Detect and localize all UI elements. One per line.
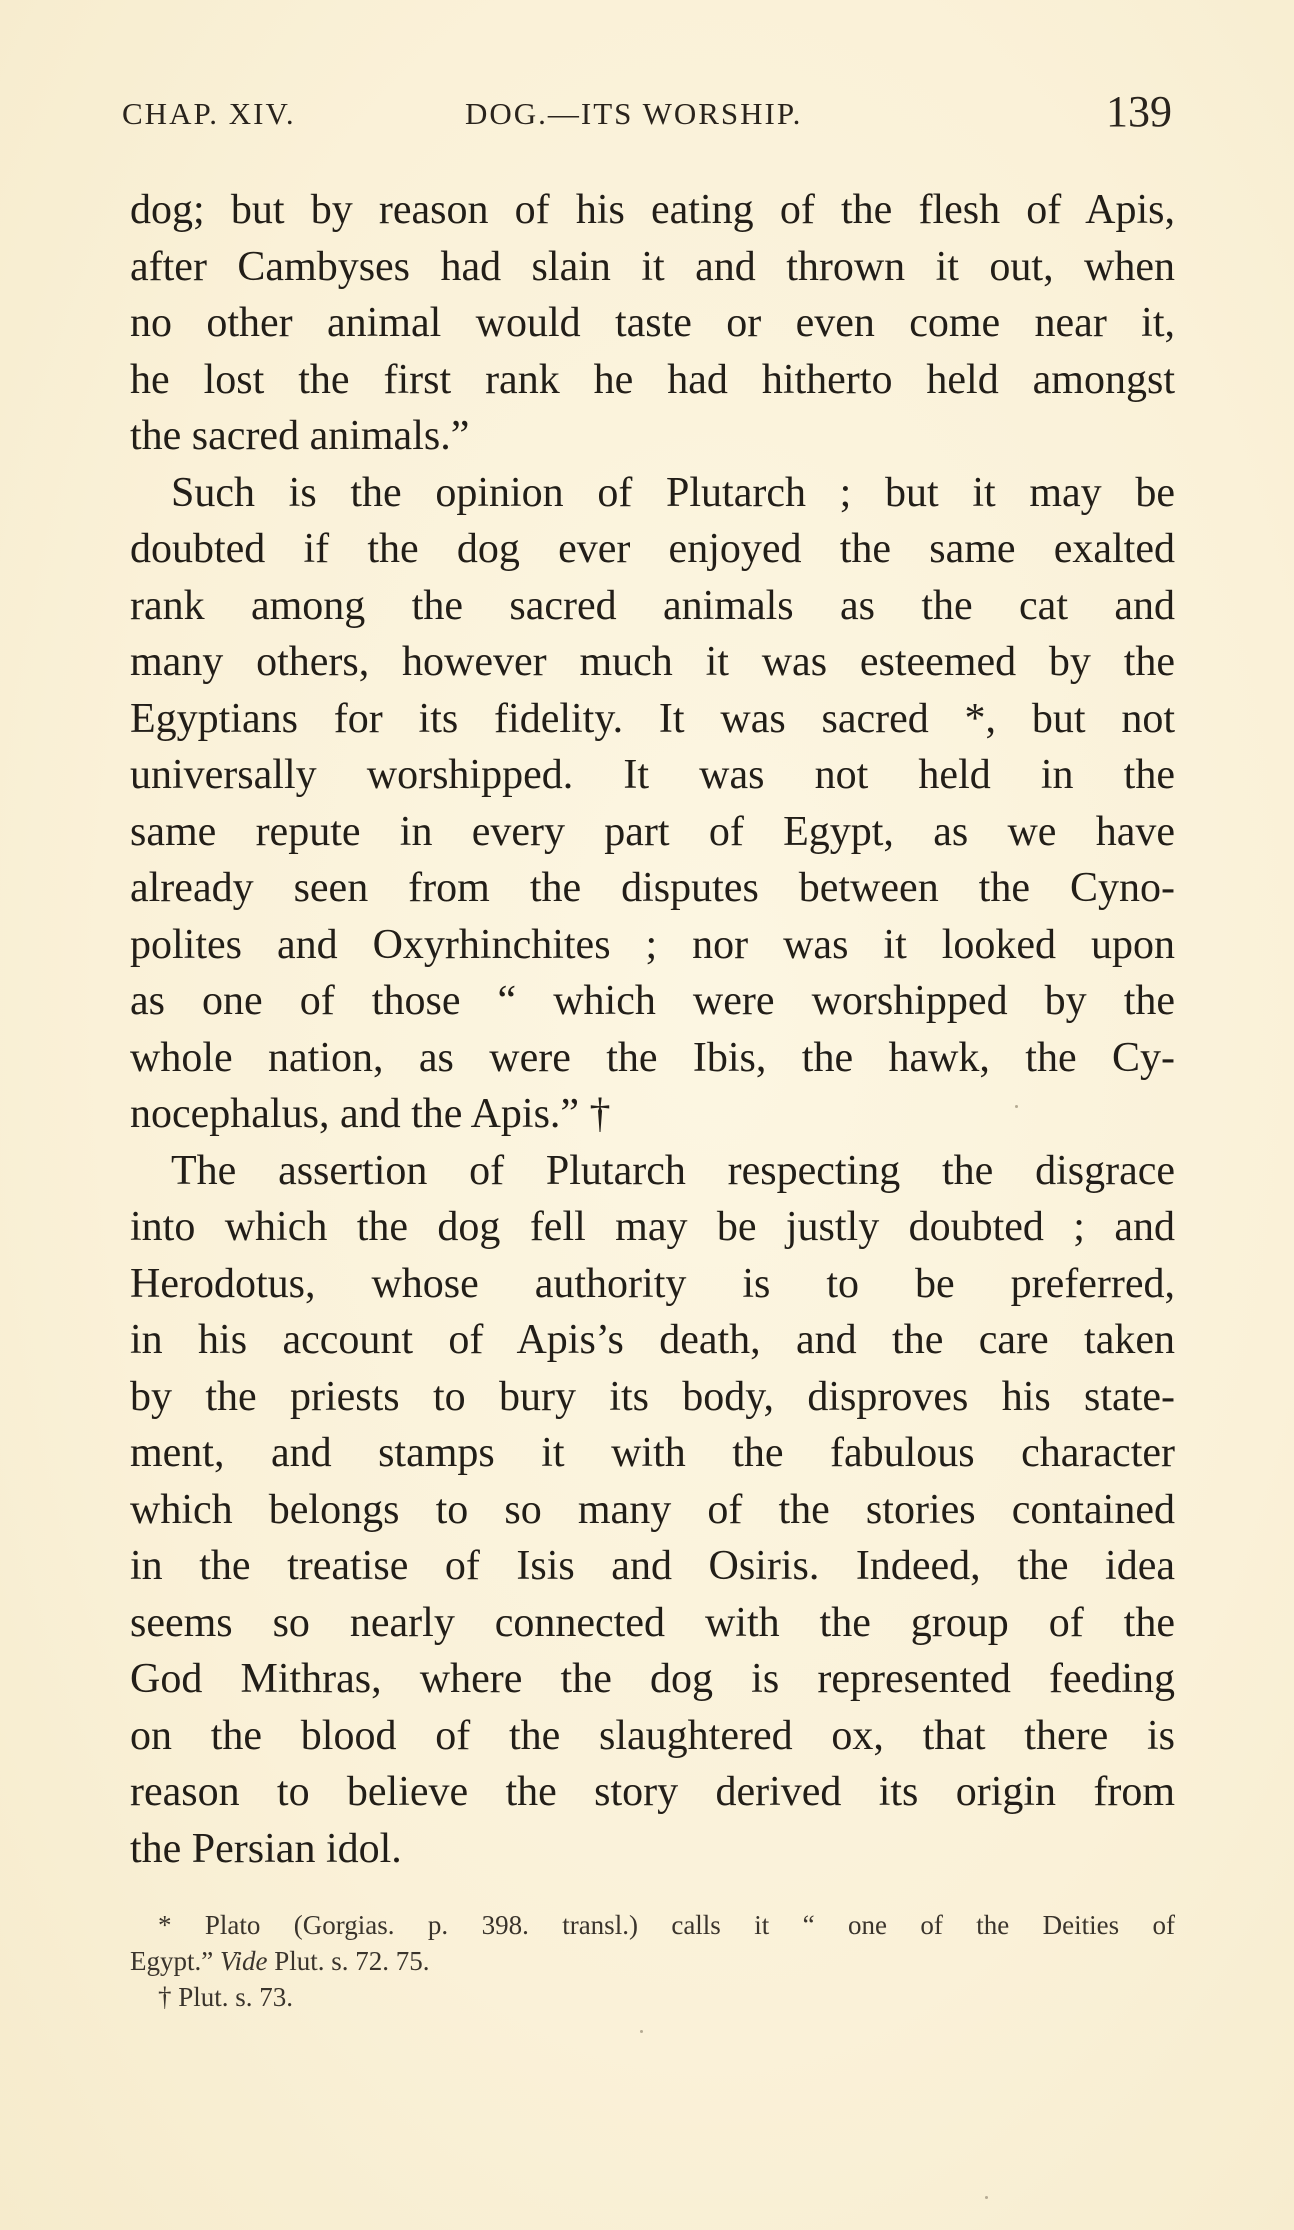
- text-line: The assertion of Plutarch respecting the disgrace: [171, 1147, 1175, 1194]
- text-line: Egyptians for its fidelity. It was sacred *, but not: [130, 695, 1175, 742]
- text-line: doubted if the dog ever enjoyed the same exalted: [130, 526, 1175, 572]
- text-line: already seen from the disputes between the Cyno-: [130, 865, 1175, 911]
- text-line: Herodotus, whose authority is to be preferred,: [130, 1260, 1175, 1307]
- paper-speck: [985, 2196, 988, 2199]
- text-line: God Mithras, where the dog is represented feeding: [130, 1656, 1175, 1702]
- text-line: same repute in every part of Egypt, as we have: [130, 808, 1175, 855]
- text-line: by the priests to bury its body, disproves his state-: [130, 1373, 1175, 1420]
- page-number: 139: [1106, 87, 1172, 136]
- text-line: rank among the sacred animals as the cat and: [130, 582, 1175, 629]
- text-line: nocephalus, and the Apis.” †: [130, 1091, 611, 1137]
- text-line: as one of those “ which were worshipped by the: [130, 978, 1175, 1024]
- text-line: which belongs to so many of the stories contained: [130, 1486, 1175, 1533]
- text-line: in the treatise of Isis and Osiris. Indeed, the idea: [130, 1543, 1175, 1589]
- text-line: universally worshipped. It was not held in the: [130, 752, 1175, 798]
- footnote-text: Plut. s. 72. 75.: [274, 1946, 430, 1976]
- footnote-line: † Plut. s. 73.: [158, 1982, 294, 2012]
- footnotes: [130, 1907, 1175, 2015]
- text-line: on the blood of the slaughtered ox, that there is: [130, 1712, 1175, 1759]
- text-line: the Persian idol.: [130, 1825, 402, 1872]
- footnote-vide: Vide: [219, 1946, 268, 1976]
- paper-speck: [640, 2030, 643, 2033]
- footnote-line: [130, 1943, 1175, 1979]
- chapter-label: CHAP. XIV.: [122, 96, 296, 131]
- footnote-line: * Plato (Gorgias. p. 398. transl.) calls it “ one of the Deities of: [158, 1910, 1175, 1940]
- running-head: [122, 86, 1172, 136]
- text-line: he lost the first rank he had hitherto held amongst: [130, 356, 1175, 403]
- paper-speck: [1015, 1105, 1018, 1108]
- footnote-text: Egypt.”: [130, 1946, 214, 1976]
- text-line: into which the dog fell may be justly doubted ; and: [130, 1204, 1175, 1250]
- text-line: the sacred animals.”: [130, 413, 470, 459]
- text-line: ment, and stamps it with the fabulous character: [130, 1430, 1175, 1476]
- running-title: DOG.—ITS WORSHIP.: [465, 96, 803, 131]
- text-line: seems so nearly connected with the group of the: [130, 1599, 1175, 1646]
- text-line: after Cambyses had slain it and thrown it out, when: [130, 243, 1175, 290]
- text-line: dog; but by reason of his eating of the flesh of Apis,: [130, 187, 1175, 233]
- text-line: no other animal would taste or even come near it,: [130, 300, 1175, 346]
- text-line: many others, however much it was esteemed by the: [130, 639, 1175, 685]
- text-line: reason to believe the story derived its origin from: [130, 1769, 1175, 1815]
- text-line: whole nation, as were the Ibis, the hawk, the Cy-: [130, 1034, 1175, 1081]
- text-line: in his account of Apis’s death, and the care taken: [130, 1317, 1175, 1363]
- body-text: [130, 182, 1175, 1877]
- text-line: Such is the opinion of Plutarch ; but it may be: [171, 469, 1175, 516]
- text-line: polites and Oxyrhinchites ; nor was it looked upon: [130, 921, 1175, 968]
